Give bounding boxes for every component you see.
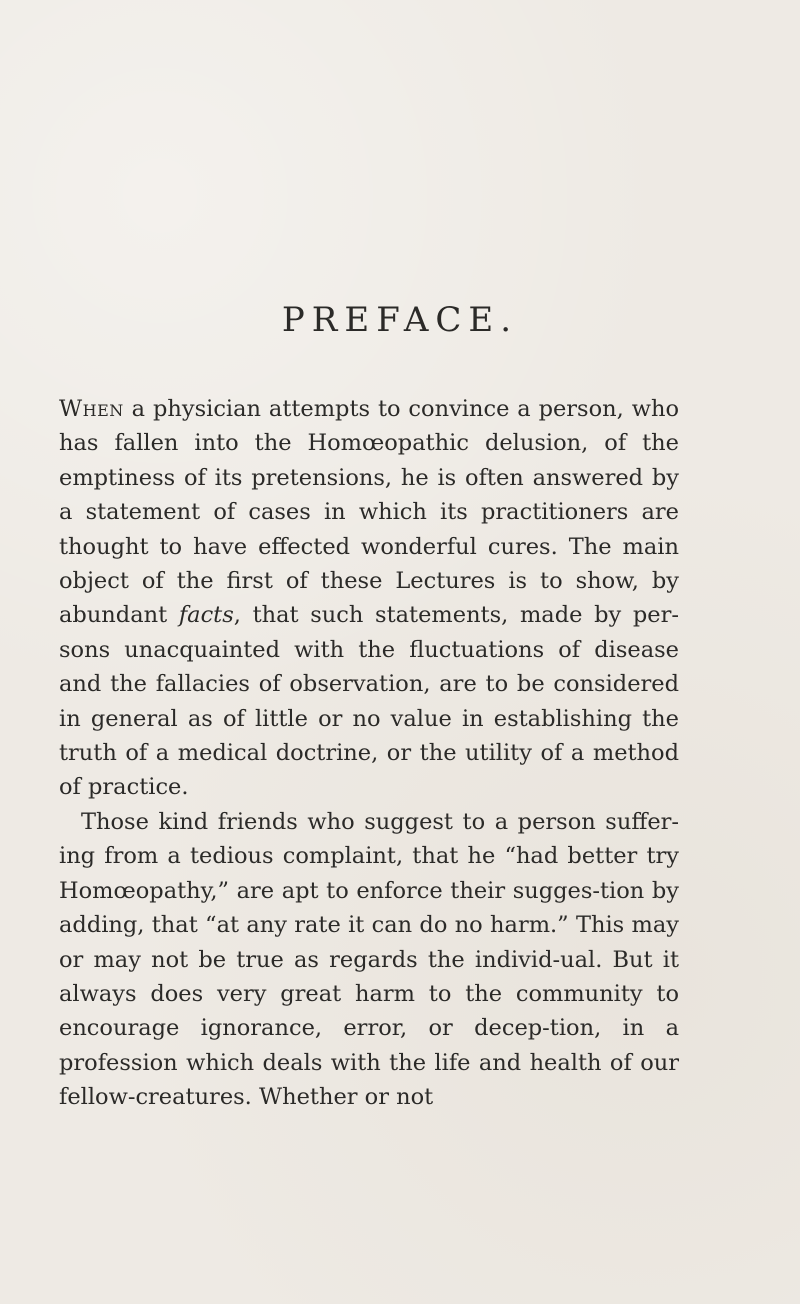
paragraph-2-text: Those kind friends who suggest to a person suffer-ing from a tedious complaint, that he “had better try Homœopathy,” are apt to enforce their sugges-tion by adding, that “at any rate it can do no harm.” This may or may not be true as regards the individ-ual. But it always does very great harm to the community to encourage ignorance, error, or decep-tion, in a profession which deals with the life and health of our fellow-creatures. Whether or not: [59, 808, 679, 1111]
paragraph-1: [59, 392, 679, 805]
lead-word: When: [59, 396, 124, 422]
preface-text: [59, 392, 679, 1115]
paragraph-1-text-b: , that such statements, made by per-sons unacquainted with the fluctuations of disease and the fallacies of observation, are to be considered in general as of little or no value in establishing the truth of a medical doctrine, or the utility of a method of practice.: [59, 602, 679, 801]
paragraph-1-text-a: a physician attempts to convince a person, who has fallen into the Homœopathic delusion, of the emptiness of its pretensions, he is often answered by a statement of cases in which its practitioners are thought to have effected wonderful cures. The main object of the first of these Lectures is to show, by abundant: [59, 396, 679, 629]
page-title: PREFACE.: [281, 300, 519, 340]
italic-facts: facts: [178, 602, 234, 629]
paragraph-2: [59, 805, 679, 1115]
